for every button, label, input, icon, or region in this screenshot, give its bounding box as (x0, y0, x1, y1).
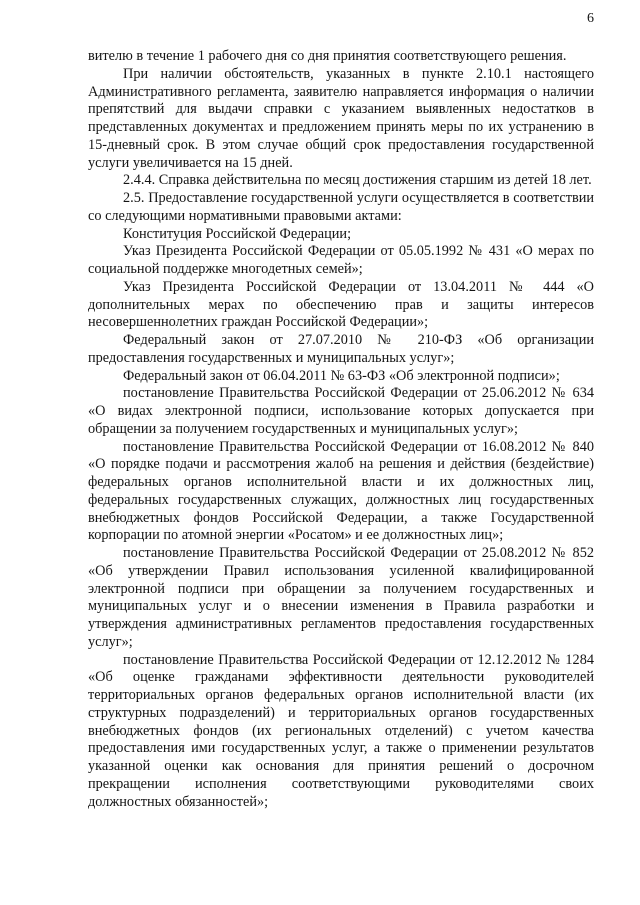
paragraph: Указ Президента Российской Федерации от 13.04.2011 № 444 «О дополнительных мерах по обеспечению прав и защиты интересов несовершеннолетних граждан Российской Федерации»; (88, 278, 594, 331)
paragraph: постановление Правительства Российской Федерации от 25.08.2012 № 852 «Об утверждении Правил использования усиленной квалифицированной электронной подписи при обращении за получением государственных и муниципальных услуг и о внесении изменения в Правила разработки и утверждения административных регламентов предоставления государственных услуг»; (88, 545, 594, 650)
paragraph: Федеральный закон от 06.04.2011 № 63-ФЗ «Об электронной подписи»; (123, 367, 560, 384)
page-number: 6 (587, 11, 594, 26)
paragraph: 2.4.4. Справка действительна по месяц достижения старшим из детей 18 лет. (123, 172, 592, 189)
paragraph: Конституция Российской Федерации; (123, 225, 352, 242)
document-body (88, 48, 594, 811)
paragraph: постановление Правительства Российской Федерации от 16.08.2012 № 840 «О порядке подачи и рассмотрения жалоб на решения и действия (бездействие) федеральных органов исполнительной власти и их должностных лиц, федеральных государственных служащих, должностных лиц государственных внебюджетных фондов Российской Федерации, а также Государственной корпорации по атомной энергии «Росатом» и ее должностных лиц»; (88, 438, 594, 544)
paragraph: При наличии обстоятельств, указанных в пункте 2.10.1 настоящего Административного регламента, заявителю направляется информация о наличии препятствий для выдачи справки с указанием выявленных недостатков в представленных документах и предложением принять меры по их устранению в 15-дневный срок. В этом случае общий срок предоставления государственной услуги увеличивается на 15 дней. (88, 65, 594, 171)
paragraph: вителю в течение 1 рабочего дня со дня принятия соответствующего решения. (88, 48, 567, 64)
paragraph: Федеральный закон от 27.07.2010 № 210-ФЗ «Об организации предоставления государственных и муниципальных услуг»; (88, 332, 594, 366)
paragraph: 2.5. Предоставление государственной услуги осуществляется в соответствии со следующими нормативными правовыми актами: (88, 190, 594, 224)
paragraph: Указ Президента Российской Федерации от 05.05.1992 № 431 «О мерах по социальной поддержке многодетных семей»; (88, 243, 594, 277)
paragraph: постановление Правительства Российской Федерации от 12.12.2012 № 1284 «Об оценке гражданами эффективности деятельности руководителей территориальных органов федеральных органов исполнительной власти (их структурных подразделений) и территориальных органов государственных внебюджетных фондов (их региональных отделений) с учетом качества предоставления ими государственных услуг, а также о применении результатов указанной оценки как основания для принятия решений о досрочном прекращении исполнения соответствующими руководителями своих должностных обязанностей»; (88, 651, 594, 810)
paragraph: постановление Правительства Российской Федерации от 25.06.2012 № 634 «О видах электронной подписи, использование которых допускается при обращении за получением государственных и муниципальных услуг»; (88, 385, 594, 437)
